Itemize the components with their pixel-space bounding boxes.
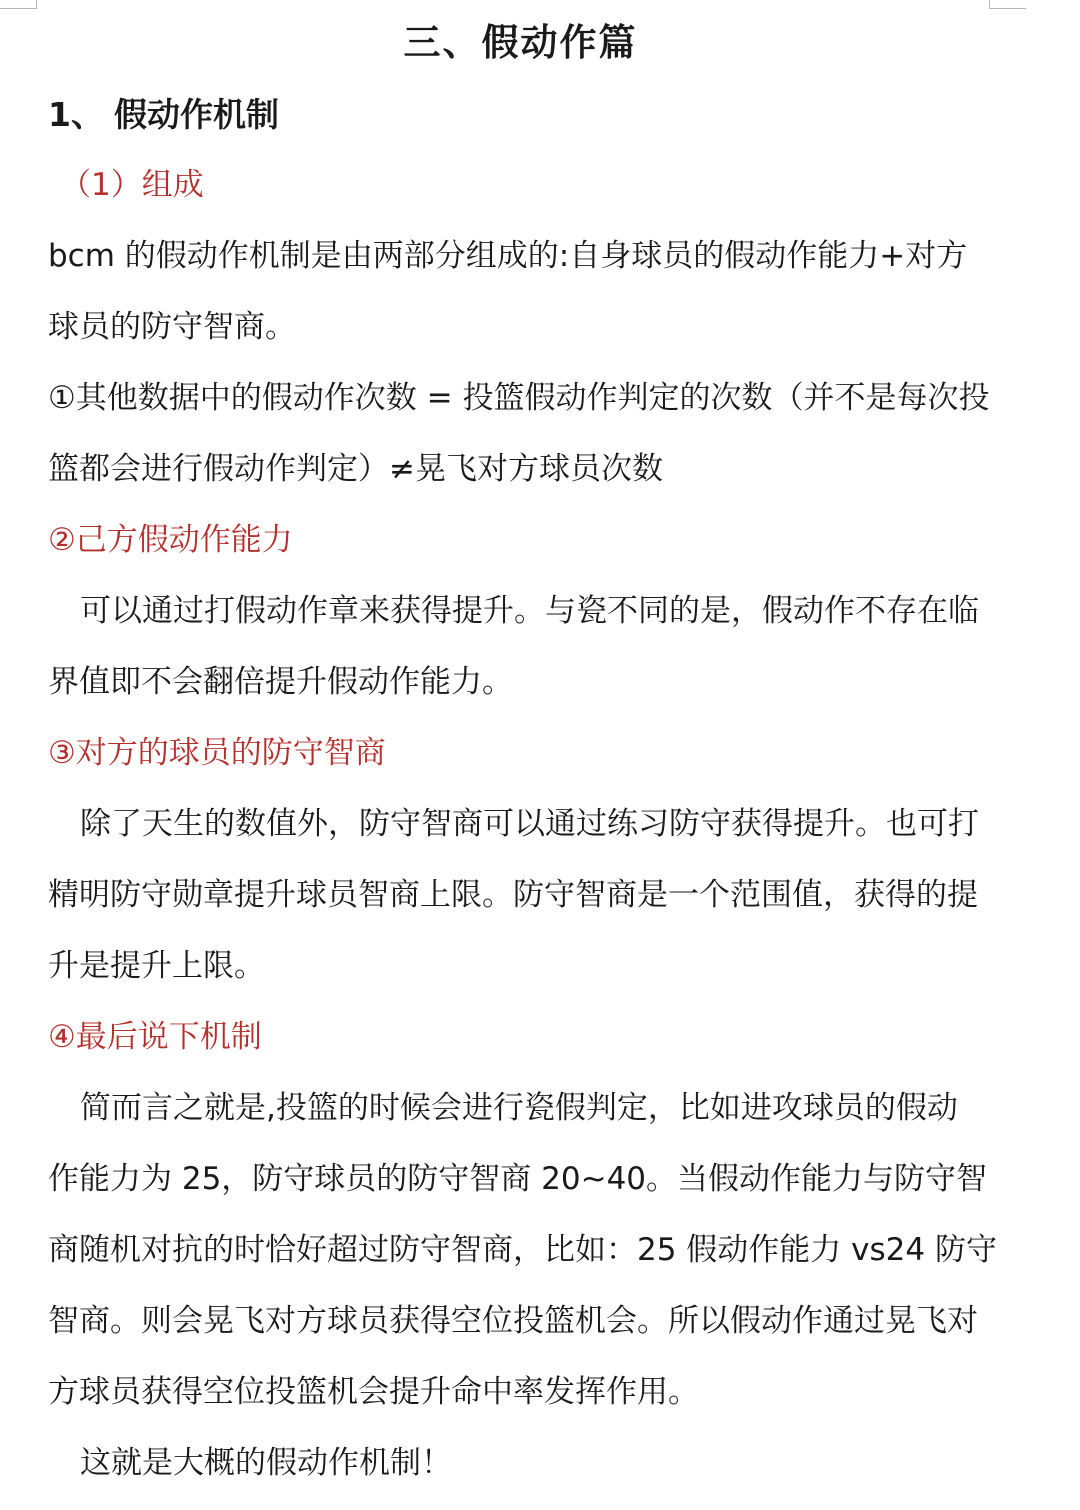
paragraph-line: 可以通过打假动作章来获得提升。与瓷不同的是，假动作不存在临 [80,593,979,629]
paragraph-line: 界值即不会翻倍提升假动作能力。 [48,664,513,700]
paragraph-line: bcm 的假动作机制是由两部分组成的:自身球员的假动作能力+对方 [48,238,968,274]
paragraph-line: 简而言之就是,投篮的时候会进行瓷假判定，比如进攻球员的假动 [80,1090,958,1126]
paragraph-line: ①其他数据中的假动作次数 = 投篮假动作判定的次数（并不是每次投 [48,380,990,416]
paragraph-line: 智商。则会晃飞对方球员获得空位投篮机会。所以假动作通过晃飞对 [48,1303,978,1339]
paragraph-line: 球员的防守智商。 [48,309,296,345]
point-heading: ③对方的球员的防守智商 [48,735,386,771]
paragraph-line: 篮都会进行假动作判定）≠晃飞对方球员次数 [48,451,663,487]
paragraph-line: 精明防守勋章提升球员智商上限。防守智商是一个范围值，获得的提 [48,877,978,913]
page-corner-mark-left [0,0,37,9]
paragraph-line: 这就是大概的假动作机制！ [80,1445,452,1481]
section-number: 1、 [48,95,104,134]
page-corner-mark-right [989,0,1026,9]
subsection-heading: （1）组成 [60,167,204,203]
paragraph-line: 作能力为 25，防守球员的防守智商 20~40。当假动作能力与防守智 [48,1161,988,1197]
paragraph-line: 方球员获得空位投篮机会提升命中率发挥作用。 [48,1374,699,1410]
point-heading: ②己方假动作能力 [48,522,293,558]
paragraph-line: 商随机对抗的时恰好超过防守智商，比如：25 假动作能力 vs24 防守 [48,1232,997,1268]
point-heading: ④最后说下机制 [48,1019,262,1055]
paragraph-line: 升是提升上限。 [48,948,265,984]
paragraph-line: 除了天生的数值外，防守智商可以通过练习防守获得提升。也可打 [80,806,979,842]
page-title: 三、假动作篇 [403,21,638,64]
section-heading-text: 假动作机制 [114,95,279,134]
section-heading [48,90,279,140]
